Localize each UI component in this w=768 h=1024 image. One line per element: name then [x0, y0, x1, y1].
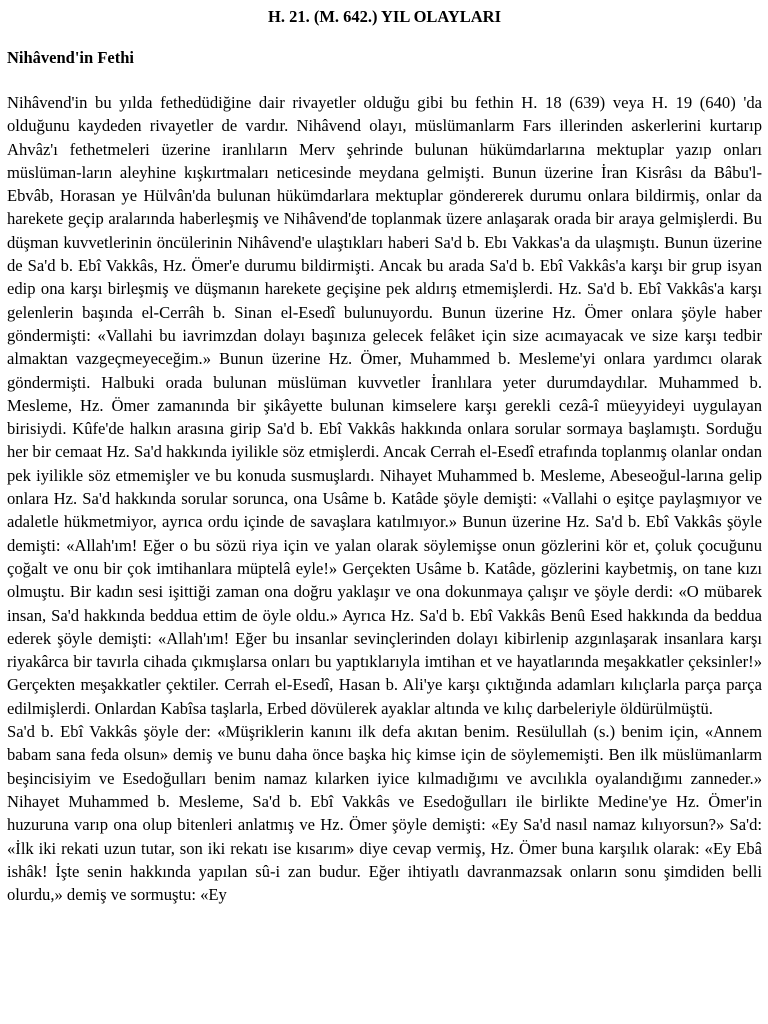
body-paragraph: Nihâvend'in bu yılda fethedüdiğine dair rivayetler olduğu gibi bu fethin H. 18 (639) veya H. 19 (640) 'da olduğunu kaydeden rivayetler de vardır. Nihâvend olayı, müslümanlarm Fars illerinden askerlerini kurtarıp Ahvâz'ı fethetmeleri üzerine iranlıların Merv şehrinde bulunan hükümdarlarına mektuplar yazıp onları müslüman-ların aleyhine kışkırtmaları neticesinde meydana gelmişti. Bunun üzerine İran Kisrâsı da Bâbu'l-Ebvâb, Horasan ye Hülvân'da bulunan hükümdarlara mektuplar göndererek durumu onlara bildirmiş, onlar da harekete geçip aralarında haberleşmiş ve Nihâvend'de toplanmak üzere anlaşarak orada bir araya gelmişlerdi. Bu düşman kuvvetlerinin öncülerinin Nihâvend'e ulaştıkları haberi Sa'd b. Ebı Vakkas'a da ulaşmıştı. Bunun üzerine de Sa'd b. Ebî Vakkâs, Hz. Ömer'e durumu bildirmişti. Ancak bu arada Sa'd b. Ebî Vakkâs'a karşı bir grup isyan edip ona karşı birleşmiş ve düşmanın harekete geçişine pek aldırış etmemişlerdi. Hz. Sa'd b. Ebî Vakkâs'a karşı gelenlerin başında el-Cerrâh b. Sinan el-Esedî bulunuyordu. Bunun üzerine Hz. Ömer onlara şöyle haber göndermişti: «Vallahi bu iavrimzdan dolayı başınıza gelecek felâket için size acımayacak ve size karşı tedbir almaktan vazgeçmeyeceğim.» Bunun üzerine Hz. Ömer, Muhammed b. Mesleme'yi onlara yardımcı olarak göndermişti. Halbuki orada bulunan müslüman kuvvetler İranlılara yeter durumdaydılar. Muhammed b. Mesleme, Hz. Ömer zamanında bir şikâyette bulunan kimselere karşı gerekli cezâ-î müeyyideyi uygulayan birisiydi. Kûfe'de halkın arasına girip Sa'd b. Ebî Vakkâs hakkında onlara sorular sormaya başlamıştı. Sorduğu her bir cemaat Hz. Sa'd hakkında iyilikle söz etmişlerdi. Ancak Cerrah el-Esedî etrafında toplanmış olanlar ondan pek iyilikle söz etmemişler ve bu konuda susmuşlardı. Nihayet Muhammed b. Mesleme, Abeseoğul-larına gelip onlara Hz. Sa'd hakkında sorular sorunca, ona Usâme b. Katâde şöyle demişti: «Vallahi o eşitçe paylaşmıyor ve adaletle hükmetmiyor, ayrıca ordu içinde de savaşlara katılmıyor.» Bunun üzerine Hz. Sa'd b. Ebî Vakkâs şöyle demişti: «Allah'ım! Eğer o bu sözü riya için ve yalan olarak söylemişse onun gözlerini kör et, çoluk çocuğunu çoğalt ve onu bir çok imtihanlara müptelâ eyle!» Gerçekten Usâme b. Katâde, gözlerini kaybetmiş, on tane kızı olmuştu. Bir kadın sesi işittiği zaman ona doğru yaklaşır ve ona dokunmaya çalışır ve şöyle derdi: «O mübarek insan, Sa'd hakkında beddua ettim de öyle oldu.» Ayrıca Hz. Sa'd b. Ebî Vakkâs Benû Esed hakkında da beddua ederek şöyle demişti: «Allah'ım! Eğer bu insanlar sevinçlerinden dolayı kibirlenip azgınlaşarak insanlara karşı riyakârca bir tavırla cihada çıkmışlarsa onları bu yaptıklarıyla imtihan et ve hayatlarında meşakkatler çeksinler!» Gerçekten meşakkatler çektiler. Cerrah el-Esedî, Hasan b. Ali'ye karşı çıktığında adamları kılıçlarla parça parça edilmişlerdi. Onlardan Kabîsa taşlarla, Erbed dövülerek ayaklar altında ve kılıç darbeleriyle öldürülmüştü.: [7, 93, 762, 718]
section-title: Nihâvend'in Fethi: [7, 48, 134, 67]
body-paragraph: Sa'd b. Ebî Vakkâs şöyle der: «Müşriklerin kanını ilk defa akıtan benim. Resülullah (s.) benim için, «Annem babam sana feda olsun» demiş ve bunu daha önce başka hiç kimse için de söylememişti. Ben ilk müslümanlarm beşincisiyim ve Esedoğulları benim namaz kılarken iyice kılmadığımı ve avcılıkla oyalandığımı zanneder.» Nihayet Muhammed b. Mesleme, Sa'd b. Ebî Vakkâs ve Esedoğulları ile birlikte Medine'ye Hz. Ömer'in huzuruna varıp ona olup bitenleri anlatmış ve Hz. Ömer şöyle demişti: «Ey Sa'd nasıl namaz kılıyorsun?» Sa'd: «İlk iki rekati uzun tutar, son iki rekatı ise kısarım» diye cevap vermiş, Hz. Ömer buna karşılık olarak: «Ey Ebâ ishâk! İşte senin hakkında yapılan sû-i zan budur. Eğer ihtiyatlı davranmazsak onların sonu şimdiden belli olurdu,» demiş ve sormuştu: «Ey: [7, 722, 762, 905]
document-page: [7, 6, 762, 906]
page-title: H. 21. (M. 642.) YIL OLAYLARI: [267, 7, 501, 26]
